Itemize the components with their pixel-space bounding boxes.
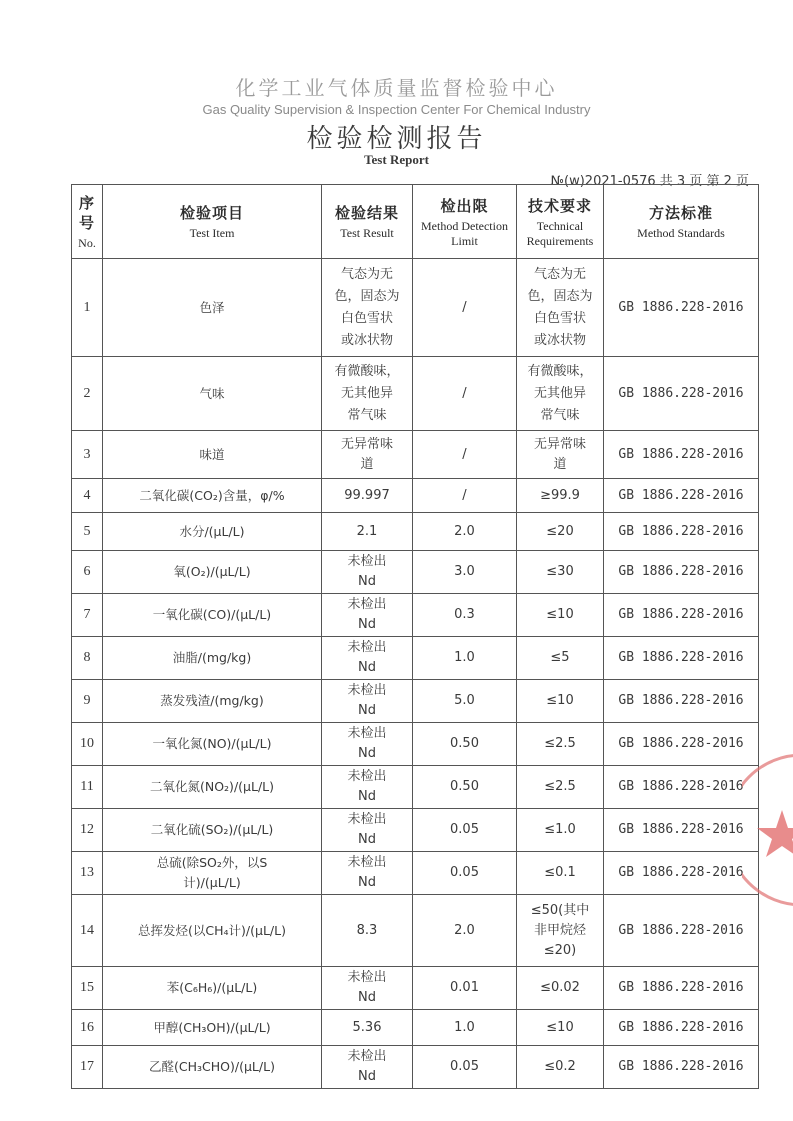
row-detection-limit: 0.01 <box>413 967 517 1010</box>
row-test-result: 未检出 Nd <box>322 551 413 594</box>
row-detection-limit: / <box>413 479 517 513</box>
table-row <box>72 895 759 967</box>
org-name-cn: 化学工业气体质量监督检验中心 <box>235 76 558 100</box>
row-method-standard: GB 1886.228-2016 <box>604 1010 759 1046</box>
header-std <box>604 185 759 259</box>
row-detection-limit: 2.0 <box>413 895 517 967</box>
row-test-result: 未检出 Nd <box>322 637 413 680</box>
row-test-item: 二氧化碳(CO₂)含量，φ/% <box>103 479 322 513</box>
row-no: 1 <box>72 259 103 357</box>
row-no: 9 <box>72 680 103 723</box>
header-result-en: Test Result <box>340 226 394 240</box>
row-detection-limit: 0.3 <box>413 594 517 637</box>
row-method-standard: GB 1886.228-2016 <box>604 637 759 680</box>
row-no: 7 <box>72 594 103 637</box>
row-no: 10 <box>72 723 103 766</box>
row-test-item: 苯(C₆H₆)/(μL/L) <box>103 967 322 1010</box>
test-results-table <box>71 184 759 1089</box>
table-row <box>72 809 759 852</box>
table-row <box>72 766 759 809</box>
row-test-result: 8.3 <box>322 895 413 967</box>
row-method-standard: GB 1886.228-2016 <box>604 357 759 431</box>
row-test-item: 色泽 <box>103 259 322 357</box>
report-number: №(w)2021-0576 共 3 页 第 2 页 <box>550 174 749 189</box>
row-test-item: 二氧化氮(NO₂)/(μL/L) <box>103 766 322 809</box>
report-title-cn: 检验检测报告 <box>306 124 487 154</box>
row-detection-limit: 0.50 <box>413 723 517 766</box>
row-test-item: 味道 <box>103 431 322 479</box>
row-test-item: 二氧化硫(SO₂)/(μL/L) <box>103 809 322 852</box>
table-row <box>72 1046 759 1089</box>
table-row <box>72 852 759 895</box>
row-test-item: 乙醛(CH₃CHO)/(μL/L) <box>103 1046 322 1089</box>
row-technical-requirement: ≤2.5 <box>517 723 604 766</box>
row-test-item: 总硫(除SO₂外，以S 计)/(μL/L) <box>103 852 322 895</box>
header-std-cn: 方法标准 <box>648 204 713 222</box>
row-no: 5 <box>72 513 103 551</box>
row-no: 12 <box>72 809 103 852</box>
header-item-en: Test Item <box>189 226 235 240</box>
header-std-en: Method Standards <box>637 226 725 240</box>
row-method-standard: GB 1886.228-2016 <box>604 551 759 594</box>
row-method-standard: GB 1886.228-2016 <box>604 895 759 967</box>
row-test-result: 未检出 Nd <box>322 766 413 809</box>
row-test-result: 未检出 Nd <box>322 809 413 852</box>
header-req-en: Technical Requirements <box>526 218 594 248</box>
header-limit-cn: 检出限 <box>440 196 489 215</box>
row-technical-requirement: ≤20 <box>517 513 604 551</box>
row-test-result: 气态为无 色，固态为 白色雪状 或冰状物 <box>322 259 413 357</box>
row-method-standard: GB 1886.228-2016 <box>604 431 759 479</box>
header-limit <box>413 185 517 259</box>
row-technical-requirement: ≤10 <box>517 1010 604 1046</box>
row-technical-requirement: ≤10 <box>517 680 604 723</box>
row-detection-limit: / <box>413 259 517 357</box>
row-no: 16 <box>72 1010 103 1046</box>
row-test-item: 油脂/(mg/kg) <box>103 637 322 680</box>
row-method-standard: GB 1886.228-2016 <box>604 259 759 357</box>
row-test-result: 未检出 Nd <box>322 723 413 766</box>
header-no-en: No. <box>78 235 96 250</box>
row-technical-requirement: ≤2.5 <box>517 766 604 809</box>
row-method-standard: GB 1886.228-2016 <box>604 766 759 809</box>
row-detection-limit: 2.0 <box>413 513 517 551</box>
row-test-result: 有微酸味， 无其他异 常气味 <box>322 357 413 431</box>
table-row <box>72 513 759 551</box>
row-technical-requirement: ≤1.0 <box>517 809 604 852</box>
row-no: 6 <box>72 551 103 594</box>
table-row <box>72 551 759 594</box>
row-test-result: 未检出 Nd <box>322 680 413 723</box>
row-method-standard: GB 1886.228-2016 <box>604 680 759 723</box>
row-test-result: 未检出 Nd <box>322 1046 413 1089</box>
row-no: 3 <box>72 431 103 479</box>
table-row <box>72 594 759 637</box>
row-test-result: 无异常味 道 <box>322 431 413 479</box>
row-test-item: 一氧化碳(CO)/(μL/L) <box>103 594 322 637</box>
header-item <box>103 185 322 259</box>
row-no: 2 <box>72 357 103 431</box>
header-req-cn: 技术要求 <box>527 196 592 215</box>
row-technical-requirement: ≥99.9 <box>517 479 604 513</box>
table-row <box>72 479 759 513</box>
row-test-item: 一氧化氮(NO)/(μL/L) <box>103 723 322 766</box>
table-row <box>72 259 759 357</box>
table-row <box>72 967 759 1010</box>
row-test-item: 甲醇(CH₃OH)/(μL/L) <box>103 1010 322 1046</box>
org-name-en: Gas Quality Supervision & Inspection Center For Chemical Industry <box>202 102 591 117</box>
official-seal-stamp <box>742 740 793 920</box>
report-title-en: Test Report <box>364 152 429 167</box>
table-row <box>72 637 759 680</box>
table-row <box>72 431 759 479</box>
row-test-item: 总挥发烃(以CH₄计)/(μL/L) <box>103 895 322 967</box>
row-method-standard: GB 1886.228-2016 <box>604 513 759 551</box>
table-row <box>72 357 759 431</box>
table-row <box>72 680 759 723</box>
row-no: 8 <box>72 637 103 680</box>
table-header-row <box>72 185 759 259</box>
row-technical-requirement: ≤5 <box>517 637 604 680</box>
row-method-standard: GB 1886.228-2016 <box>604 1046 759 1089</box>
row-technical-requirement: ≤0.2 <box>517 1046 604 1089</box>
row-technical-requirement: ≤30 <box>517 551 604 594</box>
row-test-item: 水分/(μL/L) <box>103 513 322 551</box>
row-test-item: 气味 <box>103 357 322 431</box>
row-detection-limit: / <box>413 431 517 479</box>
row-method-standard: GB 1886.228-2016 <box>604 723 759 766</box>
row-test-result: 99.997 <box>322 479 413 513</box>
table-row <box>72 723 759 766</box>
header-no <box>72 185 103 259</box>
header-result-cn: 检验结果 <box>334 204 399 222</box>
row-test-item: 氧(O₂)/(μL/L) <box>103 551 322 594</box>
row-no: 13 <box>72 852 103 895</box>
row-test-result: 5.36 <box>322 1010 413 1046</box>
row-detection-limit: 0.05 <box>413 1046 517 1089</box>
row-no: 14 <box>72 895 103 967</box>
header-item-cn: 检验项目 <box>179 204 244 222</box>
row-technical-requirement: ≤0.1 <box>517 852 604 895</box>
row-method-standard: GB 1886.228-2016 <box>604 479 759 513</box>
table-body <box>72 259 759 1089</box>
row-test-result: 未检出 Nd <box>322 594 413 637</box>
row-no: 11 <box>72 766 103 809</box>
row-detection-limit: 0.50 <box>413 766 517 809</box>
row-technical-requirement: 有微酸味， 无其他异 常气味 <box>517 357 604 431</box>
row-no: 17 <box>72 1046 103 1089</box>
row-test-result: 未检出 Nd <box>322 967 413 1010</box>
row-detection-limit: 3.0 <box>413 551 517 594</box>
header-result <box>322 185 413 259</box>
row-technical-requirement: 无异常味 道 <box>517 431 604 479</box>
row-technical-requirement: ≤50(其中 非甲烷烃 ≤20) <box>517 895 604 967</box>
row-detection-limit: 0.05 <box>413 809 517 852</box>
header-no-cn: 序号 <box>79 193 96 232</box>
row-method-standard: GB 1886.228-2016 <box>604 967 759 1010</box>
row-detection-limit: 1.0 <box>413 637 517 680</box>
row-technical-requirement: ≤10 <box>517 594 604 637</box>
row-test-result: 未检出 Nd <box>322 852 413 895</box>
header-req <box>517 185 604 259</box>
row-method-standard: GB 1886.228-2016 <box>604 852 759 895</box>
row-detection-limit: 5.0 <box>413 680 517 723</box>
row-no: 4 <box>72 479 103 513</box>
row-method-standard: GB 1886.228-2016 <box>604 809 759 852</box>
header-limit-en: Method Detection Limit <box>421 218 508 248</box>
row-technical-requirement: ≤0.02 <box>517 967 604 1010</box>
row-detection-limit: / <box>413 357 517 431</box>
row-test-item: 蒸发残渣/(mg/kg) <box>103 680 322 723</box>
row-method-standard: GB 1886.228-2016 <box>604 594 759 637</box>
row-technical-requirement: 气态为无 色，固态为 白色雪状 或冰状物 <box>517 259 604 357</box>
table-row <box>72 1010 759 1046</box>
row-no: 15 <box>72 967 103 1010</box>
row-test-result: 2.1 <box>322 513 413 551</box>
row-detection-limit: 0.05 <box>413 852 517 895</box>
row-detection-limit: 1.0 <box>413 1010 517 1046</box>
